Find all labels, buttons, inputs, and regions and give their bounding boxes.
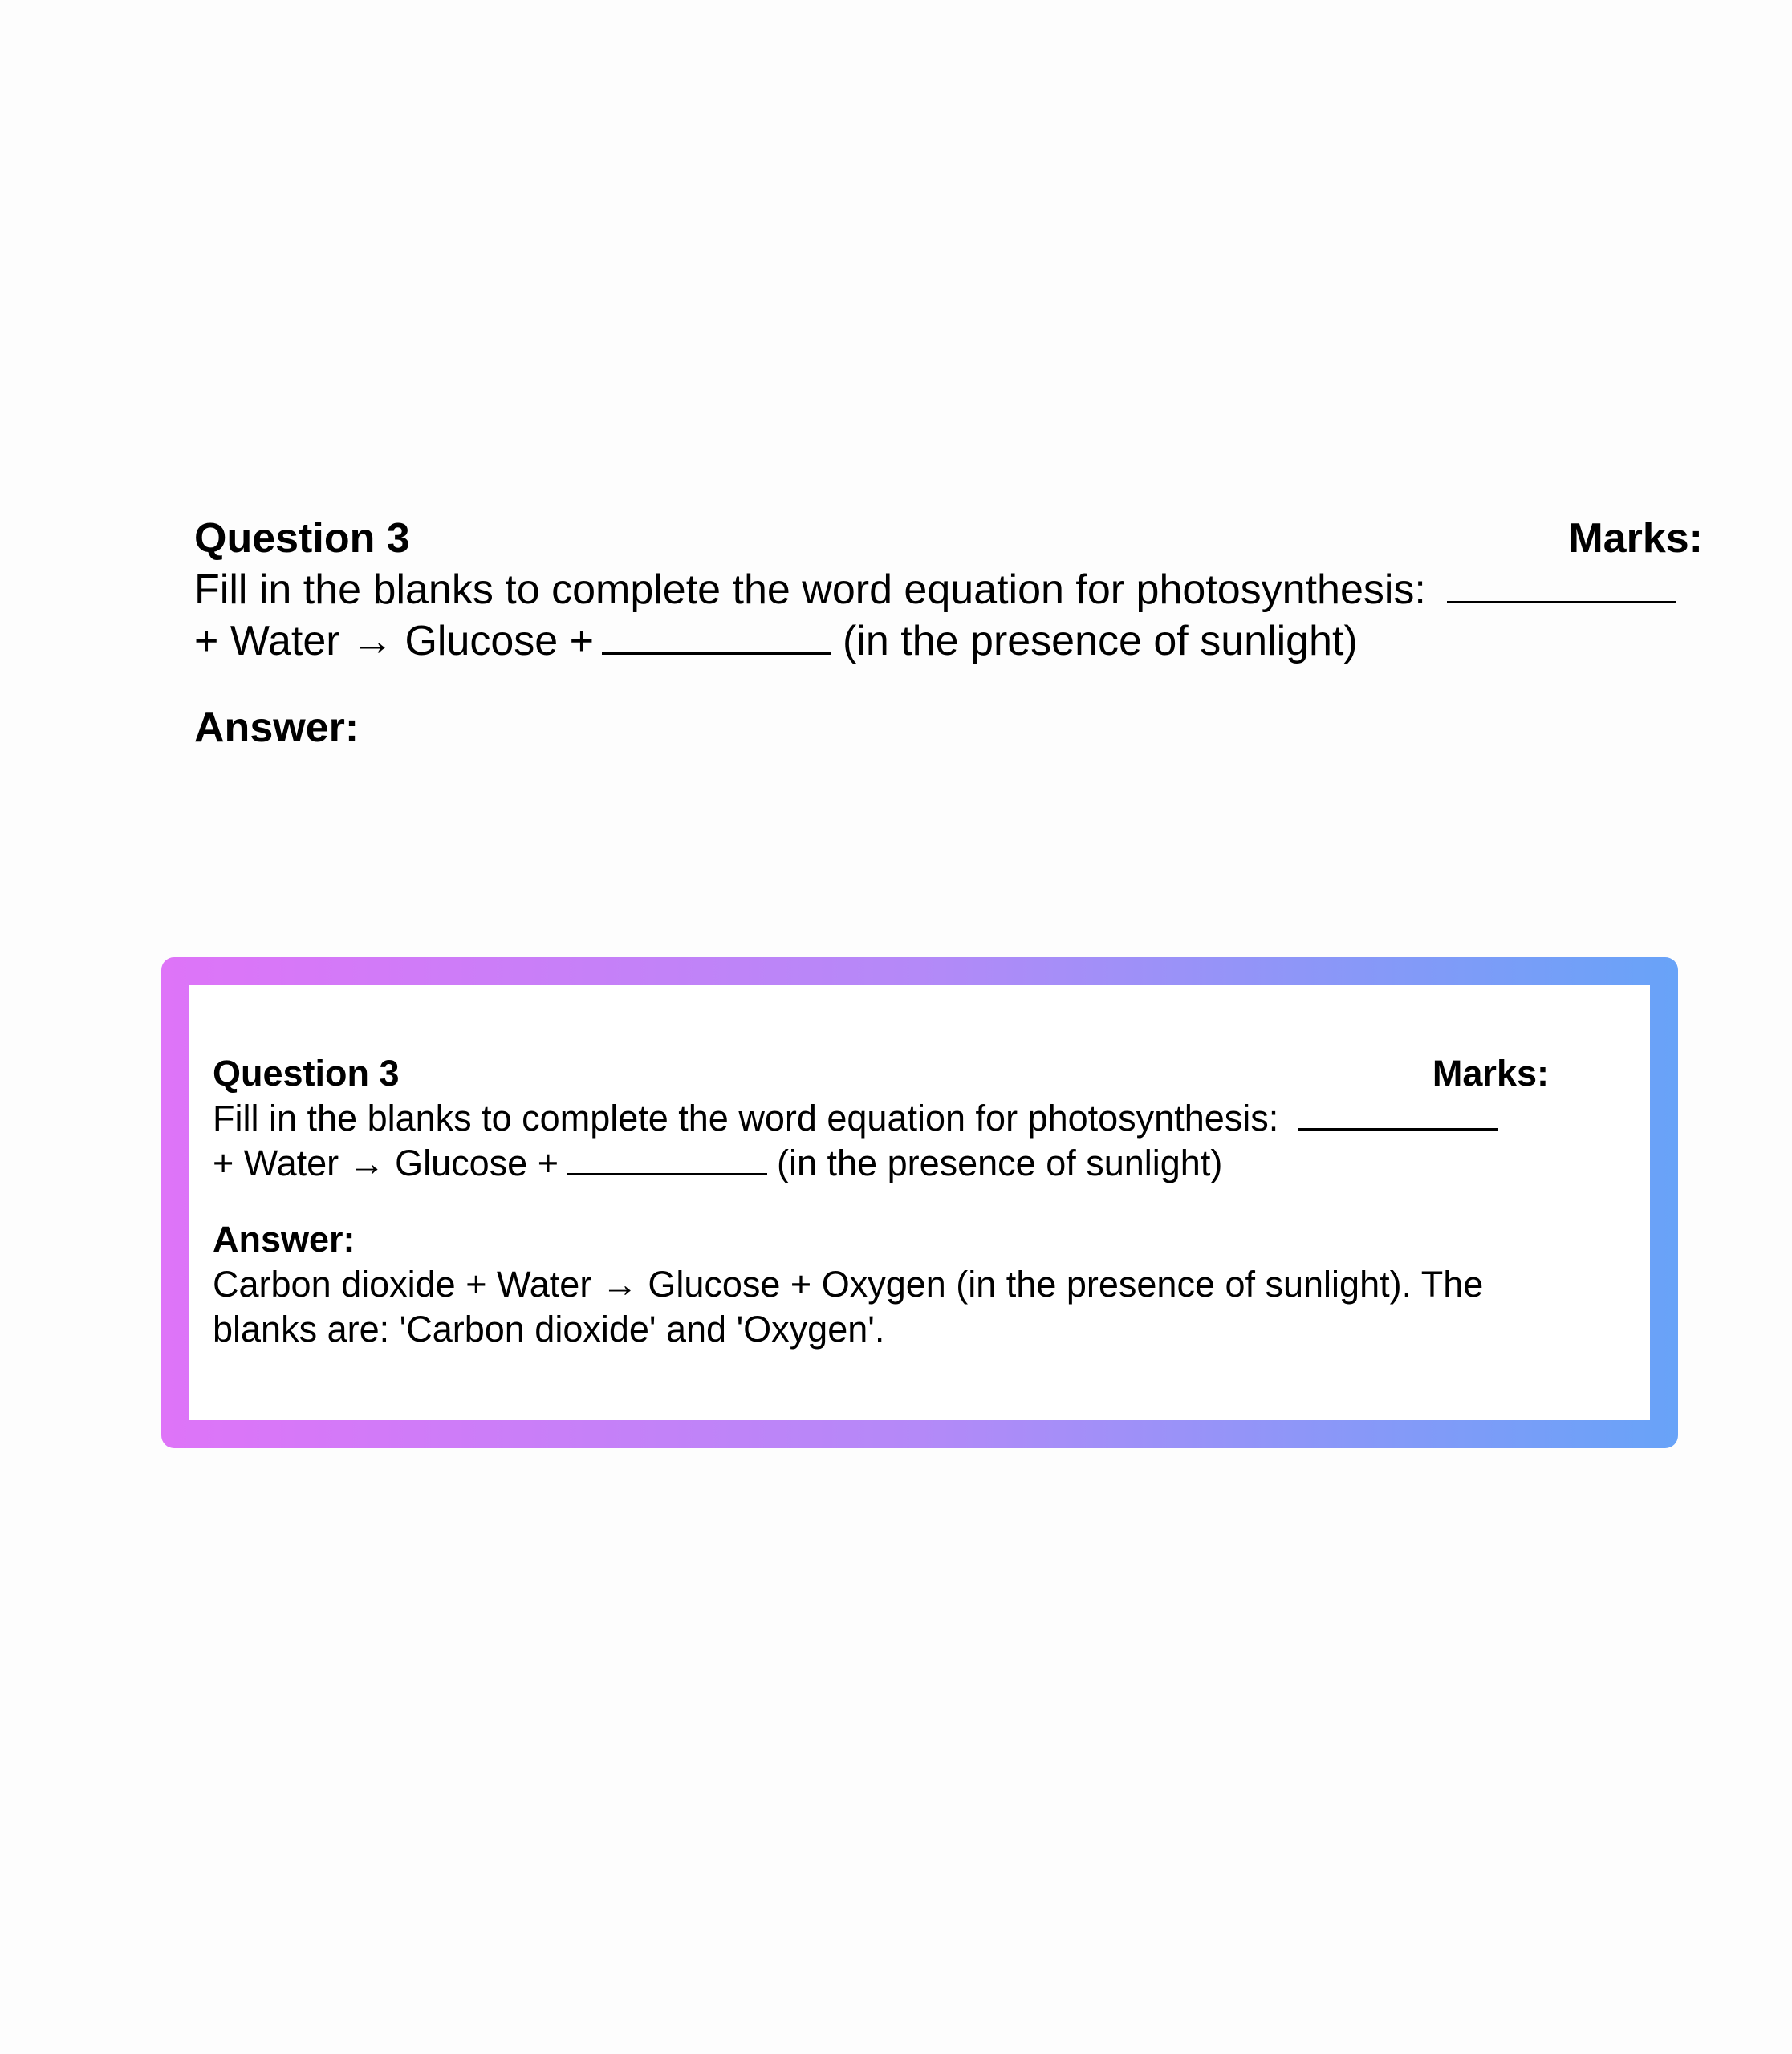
answer-card-frame — [161, 957, 1678, 1448]
question-text-part: (in the presence of sunlight) — [843, 618, 1358, 664]
answer-label: Answer: — [213, 1219, 356, 1260]
question-text-line-1 — [194, 563, 1676, 616]
question-text-part: (in the presence of sunlight) — [777, 1143, 1223, 1183]
answer-label: Answer: — [194, 704, 360, 751]
marks-label: Marks: — [1432, 1053, 1549, 1094]
question-text: Fill in the blanks to complete the word equation for photosynthesis: — [213, 1098, 1279, 1139]
blank-1 — [1298, 1101, 1498, 1131]
question-text-part: + Water → Glucose + — [213, 1143, 559, 1183]
question-text-part: + Water → Glucose + — [194, 618, 595, 664]
question-text-line-1 — [213, 1096, 1498, 1141]
marks-label: Marks: — [1568, 515, 1703, 562]
question-text-line-2 — [194, 615, 1358, 668]
blank-2 — [602, 620, 831, 655]
question-title: Question 3 — [213, 1053, 400, 1094]
question-title: Question 3 — [194, 515, 410, 562]
blank-1 — [1447, 569, 1676, 603]
blank-2 — [567, 1146, 767, 1175]
answer-card — [189, 985, 1650, 1420]
question-text: Fill in the blanks to complete the word equation for photosynthesis: — [194, 566, 1426, 613]
question-text-line-2 — [213, 1141, 1222, 1186]
answer-text: Carbon dioxide + Water → Glucose + Oxygen (in the presence of sunlight). The blanks are: 'Carbon dioxide' and 'Oxygen'. — [213, 1264, 1484, 1350]
